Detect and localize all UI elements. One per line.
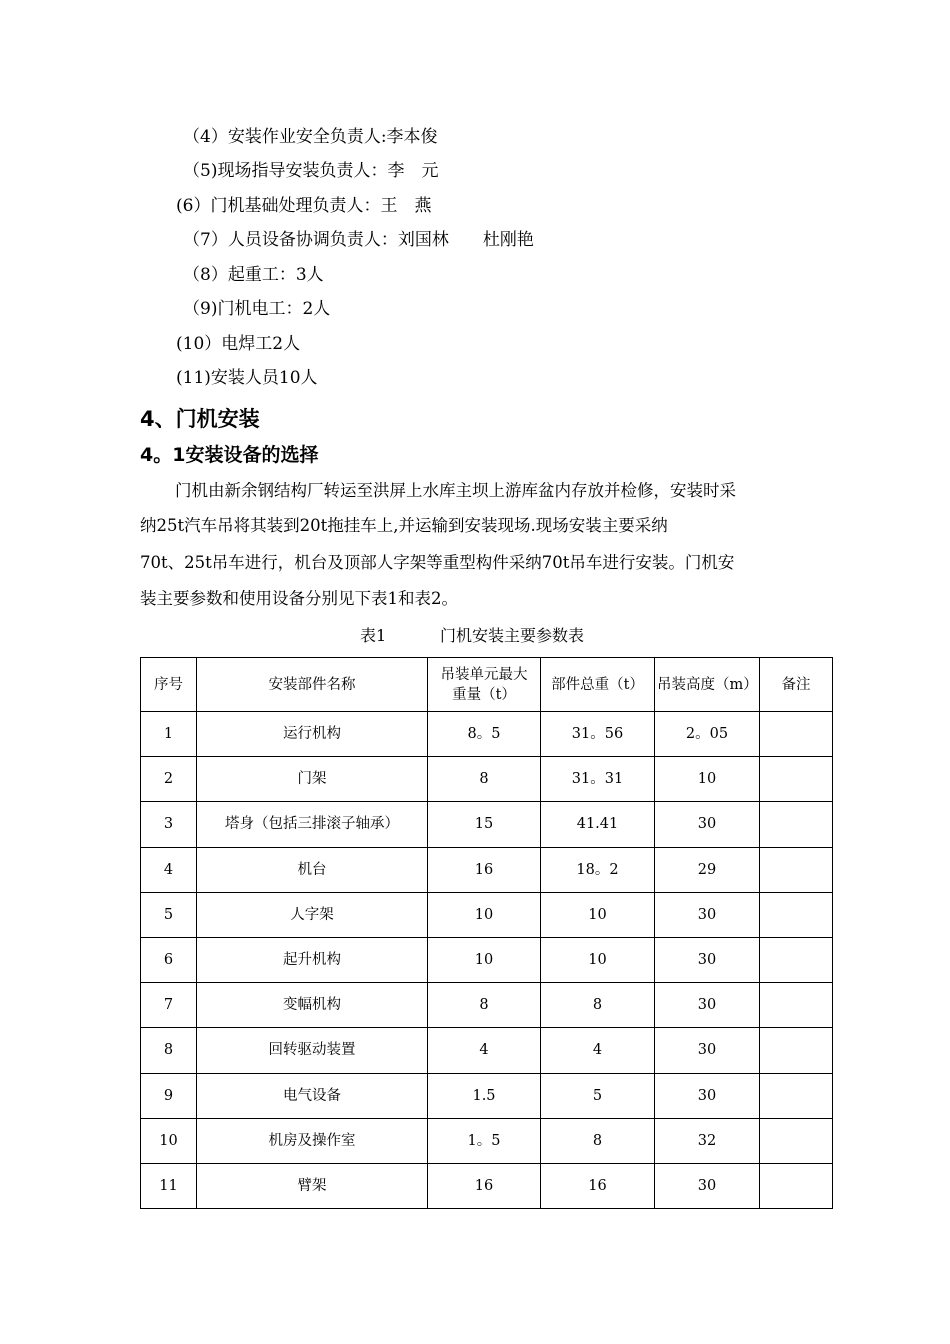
paragraph-line-4: 装主要参数和使用设备分别见下表1和表2。	[140, 589, 458, 608]
personnel-item-4: （4）安装作业安全负责人:李本俊	[183, 127, 438, 147]
cell-max-unit-weight: 10	[428, 892, 541, 937]
cell-lift-height: 30	[655, 983, 760, 1028]
table-row	[141, 757, 833, 802]
personnel-item-7: （7）人员设备协调负责人：刘国林 杜刚艳	[183, 230, 534, 250]
paragraph-line-2: 纳25t汽车吊将其装到20t拖挂车上,并运输到安装现场.现场安装主要采纳	[140, 516, 668, 535]
paragraph-line-1: 门机由新余钢结构厂转运至洪屏上水库主坝上游库盆内存放并检修，安装时采	[175, 481, 736, 500]
cell-remarks	[760, 937, 833, 982]
cell-lift-height: 30	[655, 1073, 760, 1118]
personnel-item-8: （8）起重工：3人	[183, 265, 324, 285]
cell-part-name: 起升机构	[197, 937, 428, 982]
cell-index: 11	[141, 1163, 197, 1208]
table-row	[141, 1028, 833, 1073]
personnel-item-10: (10）电焊工2人	[176, 334, 301, 354]
section-subheading: 4。1安装设备的选择	[140, 444, 319, 466]
table-caption-title: 门机安装主要参数表	[440, 626, 585, 645]
cell-max-unit-weight: 1。5	[428, 1118, 541, 1163]
table-row	[141, 892, 833, 937]
table-row	[141, 937, 833, 982]
cell-lift-height: 30	[655, 1163, 760, 1208]
cell-max-unit-weight: 8。5	[428, 712, 541, 757]
cell-index: 3	[141, 802, 197, 847]
cell-remarks	[760, 1118, 833, 1163]
cell-part-name: 回转驱动装置	[197, 1028, 428, 1073]
personnel-item-5: （5)现场指导安装负责人：李 元	[183, 161, 439, 181]
cell-remarks	[760, 802, 833, 847]
cell-remarks	[760, 1073, 833, 1118]
cell-max-unit-weight: 10	[428, 937, 541, 982]
table-row	[141, 1073, 833, 1118]
table-row	[141, 1163, 833, 1208]
table-row	[141, 983, 833, 1028]
table-row	[141, 712, 833, 757]
cell-remarks	[760, 983, 833, 1028]
cell-lift-height: 30	[655, 1028, 760, 1073]
cell-max-unit-weight: 8	[428, 757, 541, 802]
cell-index: 4	[141, 847, 197, 892]
header-total-weight: 部件总重（t）	[541, 658, 655, 712]
cell-index: 7	[141, 983, 197, 1028]
cell-remarks	[760, 892, 833, 937]
cell-index: 9	[141, 1073, 197, 1118]
cell-part-name: 人字架	[197, 892, 428, 937]
cell-total-weight: 10	[541, 937, 655, 982]
cell-max-unit-weight: 8	[428, 983, 541, 1028]
paragraph-line-3: 70t、25t吊车进行，机台及顶部人字架等重型构件采纳70t吊车进行安装。门机安	[140, 553, 735, 572]
table-caption-number: 表1	[360, 626, 387, 645]
cell-lift-height: 32	[655, 1118, 760, 1163]
cell-total-weight: 10	[541, 892, 655, 937]
table-row	[141, 847, 833, 892]
table-body	[141, 712, 833, 1209]
cell-lift-height: 30	[655, 892, 760, 937]
cell-remarks	[760, 712, 833, 757]
cell-max-unit-weight: 16	[428, 847, 541, 892]
cell-total-weight: 8	[541, 983, 655, 1028]
cell-total-weight: 41.41	[541, 802, 655, 847]
cell-total-weight: 31。56	[541, 712, 655, 757]
header-part-name: 安装部件名称	[197, 658, 428, 712]
table-row	[141, 1118, 833, 1163]
table-row	[141, 802, 833, 847]
cell-total-weight: 8	[541, 1118, 655, 1163]
personnel-item-9: （9)门机电工：2人	[183, 299, 331, 319]
personnel-item-11: (11)安装人员10人	[176, 368, 318, 388]
cell-part-name: 臂架	[197, 1163, 428, 1208]
cell-total-weight: 4	[541, 1028, 655, 1073]
cell-max-unit-weight: 15	[428, 802, 541, 847]
cell-part-name: 机台	[197, 847, 428, 892]
cell-total-weight: 16	[541, 1163, 655, 1208]
cell-part-name: 变幅机构	[197, 983, 428, 1028]
cell-index: 10	[141, 1118, 197, 1163]
cell-part-name: 门架	[197, 757, 428, 802]
header-index: 序号	[141, 658, 197, 712]
cell-lift-height: 2。05	[655, 712, 760, 757]
cell-part-name: 运行机构	[197, 712, 428, 757]
cell-remarks	[760, 847, 833, 892]
cell-total-weight: 5	[541, 1073, 655, 1118]
cell-remarks	[760, 757, 833, 802]
cell-remarks	[760, 1028, 833, 1073]
cell-remarks	[760, 1163, 833, 1208]
cell-index: 2	[141, 757, 197, 802]
cell-total-weight: 31。31	[541, 757, 655, 802]
table-header-row	[141, 658, 833, 712]
cell-index: 6	[141, 937, 197, 982]
cell-part-name: 塔身（包括三排滚子轴承）	[197, 802, 428, 847]
cell-max-unit-weight: 1.5	[428, 1073, 541, 1118]
cell-max-unit-weight: 4	[428, 1028, 541, 1073]
cell-lift-height: 10	[655, 757, 760, 802]
cell-index: 5	[141, 892, 197, 937]
cell-lift-height: 30	[655, 802, 760, 847]
cell-index: 8	[141, 1028, 197, 1073]
header-max-unit-weight: 吊装单元最大重量（t）	[428, 658, 541, 712]
cell-lift-height: 29	[655, 847, 760, 892]
section-heading: 4、门机安装	[140, 407, 260, 431]
personnel-item-6: (6）门机基础处理负责人：王 燕	[176, 196, 432, 216]
header-lift-height: 吊装高度（m）	[655, 658, 760, 712]
cell-index: 1	[141, 712, 197, 757]
parameters-table	[140, 657, 833, 1209]
cell-part-name: 电气设备	[197, 1073, 428, 1118]
cell-total-weight: 18。2	[541, 847, 655, 892]
cell-lift-height: 30	[655, 937, 760, 982]
cell-max-unit-weight: 16	[428, 1163, 541, 1208]
header-remarks: 备注	[760, 658, 833, 712]
cell-part-name: 机房及操作室	[197, 1118, 428, 1163]
